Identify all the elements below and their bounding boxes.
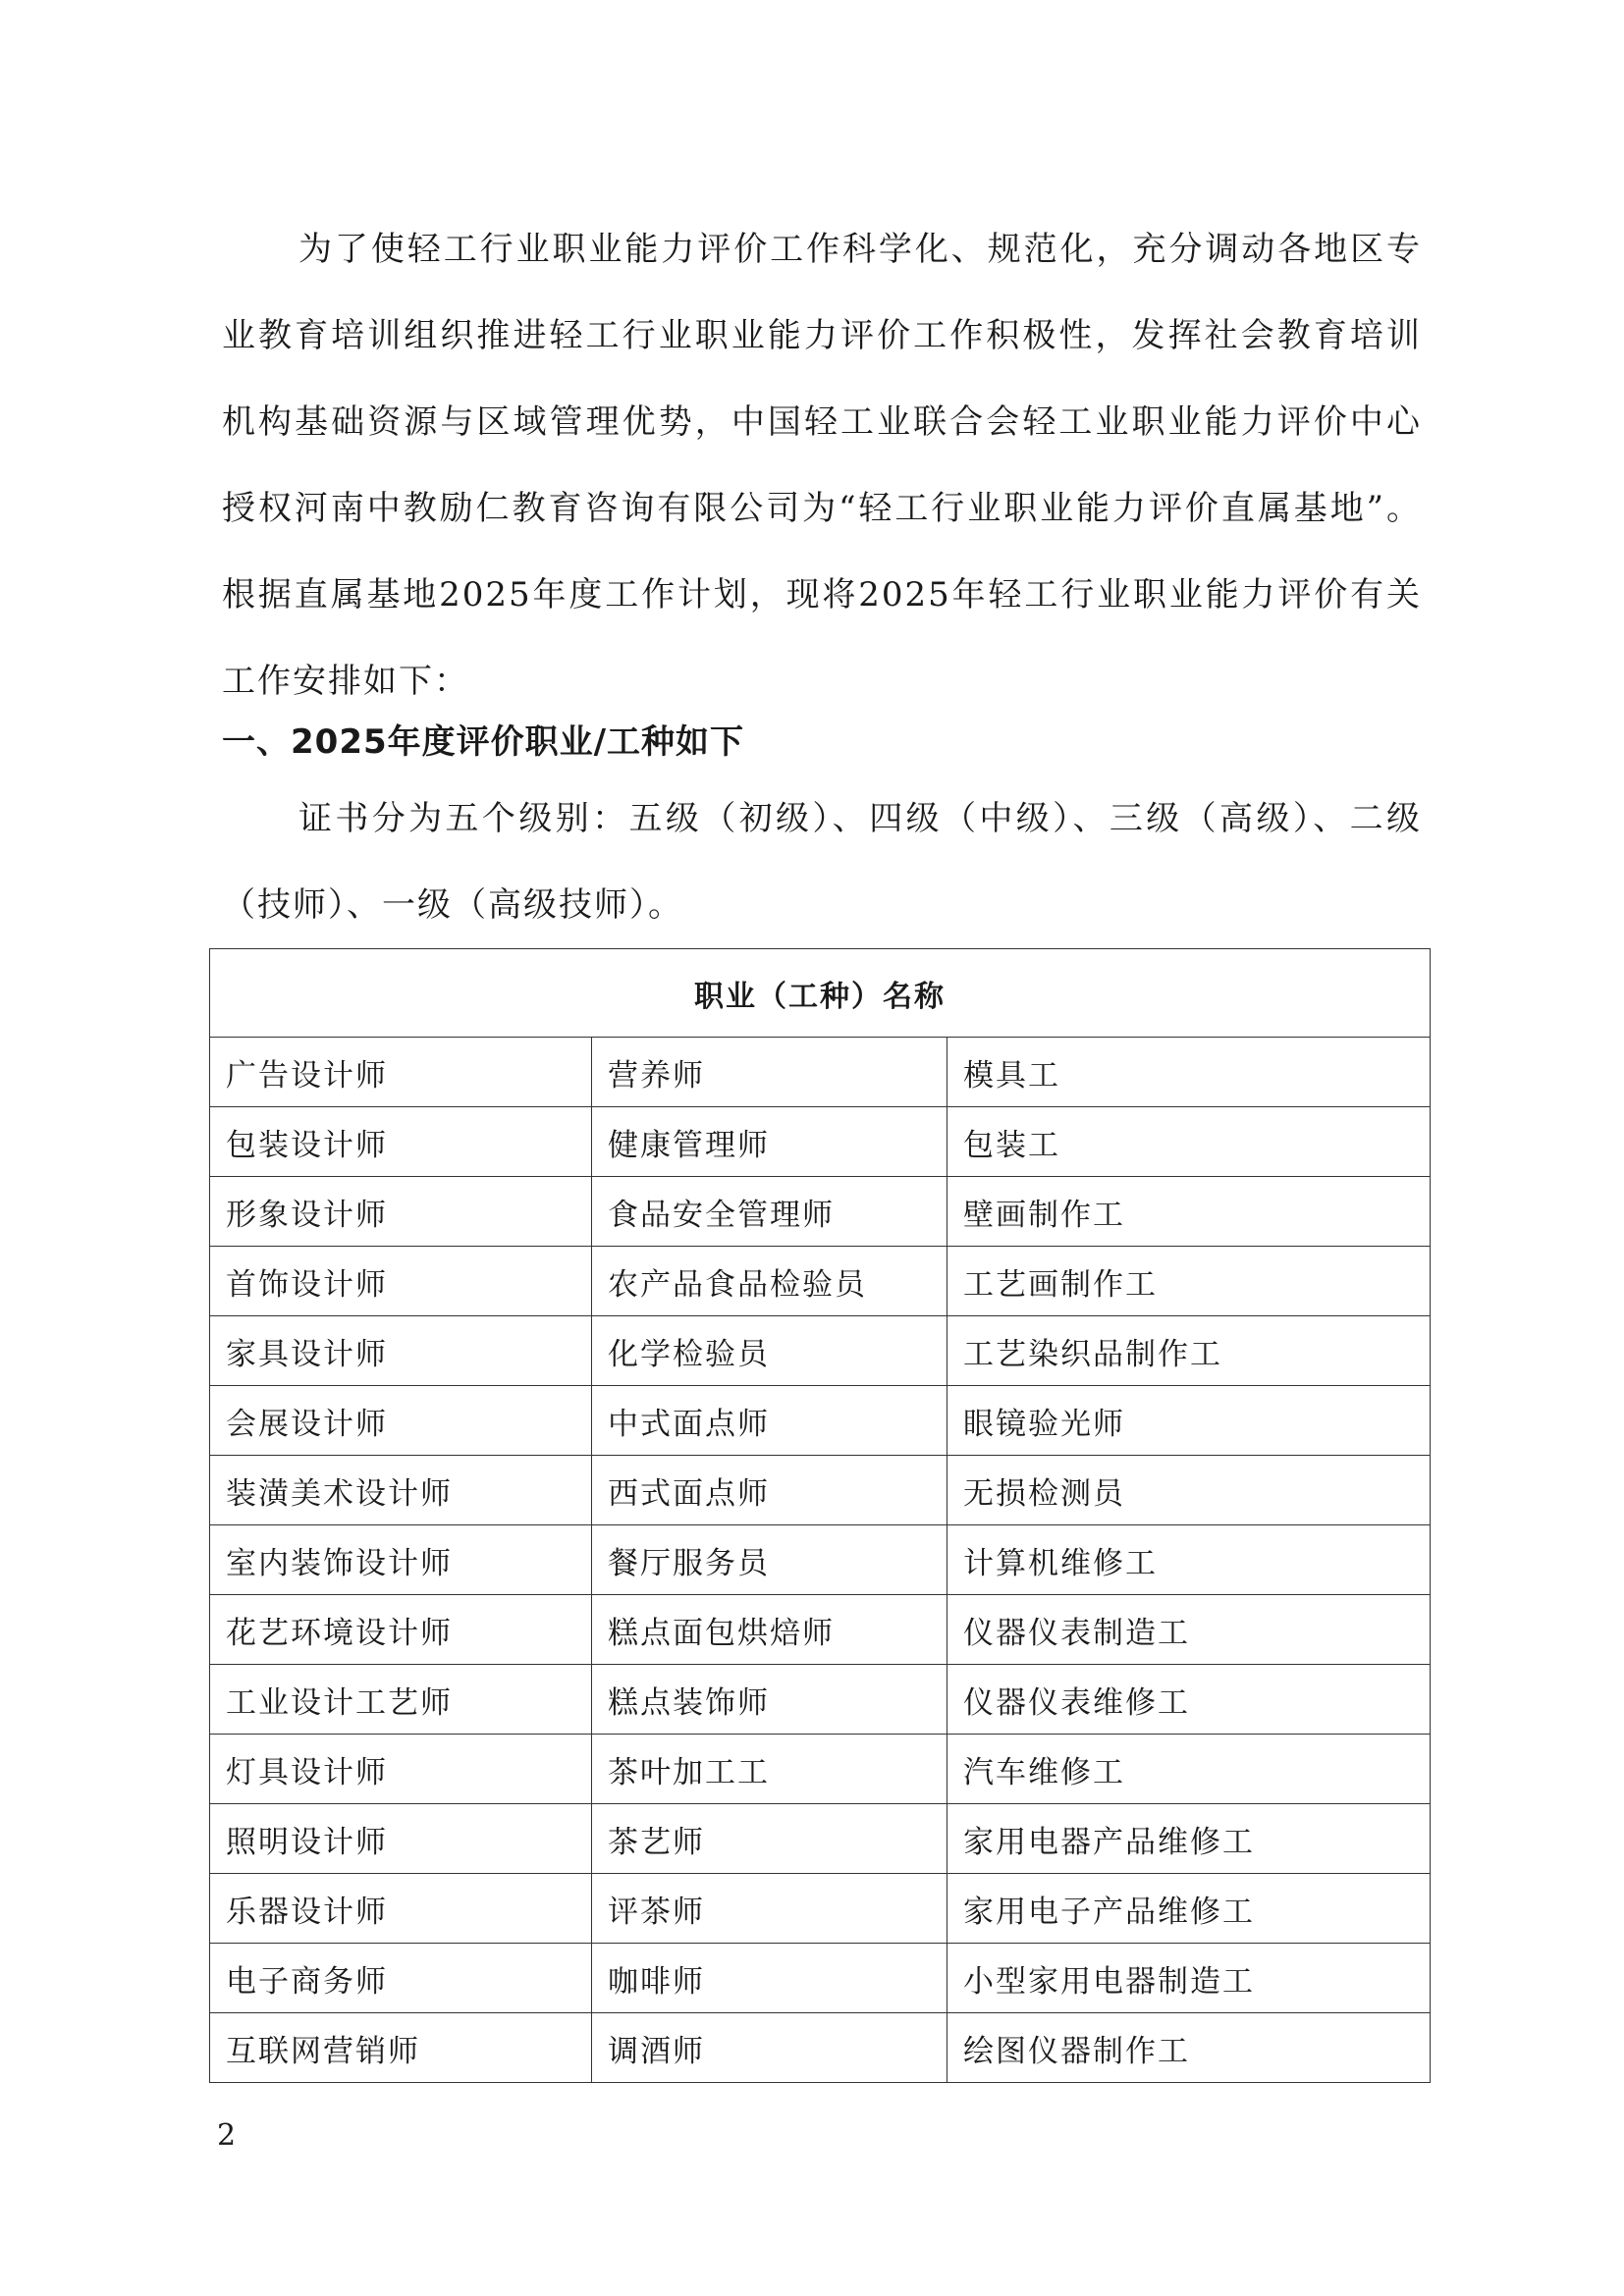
table-row (210, 1247, 1431, 1316)
table-cell: 茶艺师 (592, 1804, 947, 1874)
intro-paragraph: 为了使轻工行业职业能力评价工作科学化、规范化，充分调动各地区专业教育培训组织推进轻工行业职业能力评价工作积极性，发挥社会教育培训机构基础资源与区域管理优势，中国轻工业联合会轻工业职业能力评价中心授权河南中教励仁教育咨询有限公司为“轻工行业职业能力评价直属基地”。根据直属基地2025年度工作计划，现将2025年轻工行业职业能力评价有关工作安排如下： (222, 230, 1422, 701)
table-cell: 照明设计师 (210, 1804, 592, 1874)
table-row (210, 1735, 1431, 1804)
table-row (210, 1874, 1431, 1944)
table-body (210, 1038, 1431, 2083)
table-cell: 计算机维修工 (947, 1525, 1431, 1595)
table-cell: 茶叶加工工 (592, 1735, 947, 1804)
table-header: 职业（工种）名称 (210, 949, 1431, 1038)
table-cell: 工艺画制作工 (947, 1247, 1431, 1316)
table-row (210, 1665, 1431, 1735)
table-cell: 仪器仪表制造工 (947, 1595, 1431, 1665)
table-cell: 食品安全管理师 (592, 1177, 947, 1247)
table-cell: 包装工 (947, 1107, 1431, 1177)
table-cell: 工业设计工艺师 (210, 1665, 592, 1735)
table-cell: 装潢美术设计师 (210, 1456, 592, 1525)
table-cell: 营养师 (592, 1038, 947, 1107)
table-row (210, 1386, 1431, 1456)
table-cell: 花艺环境设计师 (210, 1595, 592, 1665)
table-row (210, 1525, 1431, 1595)
table-cell: 家用电器产品维修工 (947, 1804, 1431, 1874)
table-cell: 包装设计师 (210, 1107, 592, 1177)
table-cell: 壁画制作工 (947, 1177, 1431, 1247)
table-cell: 家用电子产品维修工 (947, 1874, 1431, 1944)
table-cell: 咖啡师 (592, 1944, 947, 2013)
table-cell: 灯具设计师 (210, 1735, 592, 1804)
table-cell: 模具工 (947, 1038, 1431, 1107)
table-cell: 眼镜验光师 (947, 1386, 1431, 1456)
table-row (210, 1944, 1431, 2013)
table-row (210, 1456, 1431, 1525)
table-row (210, 1804, 1431, 1874)
occupation-table (209, 948, 1431, 2083)
table-cell: 评茶师 (592, 1874, 947, 1944)
table-cell: 仪器仪表维修工 (947, 1665, 1431, 1735)
table-cell: 绘图仪器制作工 (947, 2013, 1431, 2083)
page-number: 2 (217, 2118, 237, 2153)
table-cell: 互联网营销师 (210, 2013, 592, 2083)
table-cell: 广告设计师 (210, 1038, 592, 1107)
table-cell: 首饰设计师 (210, 1247, 592, 1316)
table-cell: 无损检测员 (947, 1456, 1431, 1525)
table-cell: 餐厅服务员 (592, 1525, 947, 1595)
table-row (210, 1316, 1431, 1386)
table-cell: 化学检验员 (592, 1316, 947, 1386)
table-cell: 乐器设计师 (210, 1874, 592, 1944)
table-cell: 中式面点师 (592, 1386, 947, 1456)
table-cell: 农产品食品检验员 (592, 1247, 947, 1316)
table-cell: 调酒师 (592, 2013, 947, 2083)
table-row (210, 1107, 1431, 1177)
table-cell: 形象设计师 (210, 1177, 592, 1247)
table-row (210, 1038, 1431, 1107)
certificate-levels-paragraph: 证书分为五个级别：五级（初级）、四级（中级）、三级（高级）、二级（技师）、一级（高级技师）。 (222, 799, 1422, 925)
table-row (210, 2013, 1431, 2083)
table-cell: 电子商务师 (210, 1944, 592, 2013)
table-cell: 糕点装饰师 (592, 1665, 947, 1735)
table-cell: 小型家用电器制造工 (947, 1944, 1431, 2013)
table-cell: 工艺染织品制作工 (947, 1316, 1431, 1386)
table-row (210, 1177, 1431, 1247)
section-heading-1: 一、2025年度评价职业/工种如下 (222, 722, 745, 762)
table-cell: 家具设计师 (210, 1316, 592, 1386)
table-cell: 汽车维修工 (947, 1735, 1431, 1804)
table-header-row (210, 949, 1431, 1038)
table-cell: 糕点面包烘焙师 (592, 1595, 947, 1665)
table-cell: 会展设计师 (210, 1386, 592, 1456)
table-row (210, 1595, 1431, 1665)
table-cell: 西式面点师 (592, 1456, 947, 1525)
table-cell: 健康管理师 (592, 1107, 947, 1177)
table-cell: 室内装饰设计师 (210, 1525, 592, 1595)
